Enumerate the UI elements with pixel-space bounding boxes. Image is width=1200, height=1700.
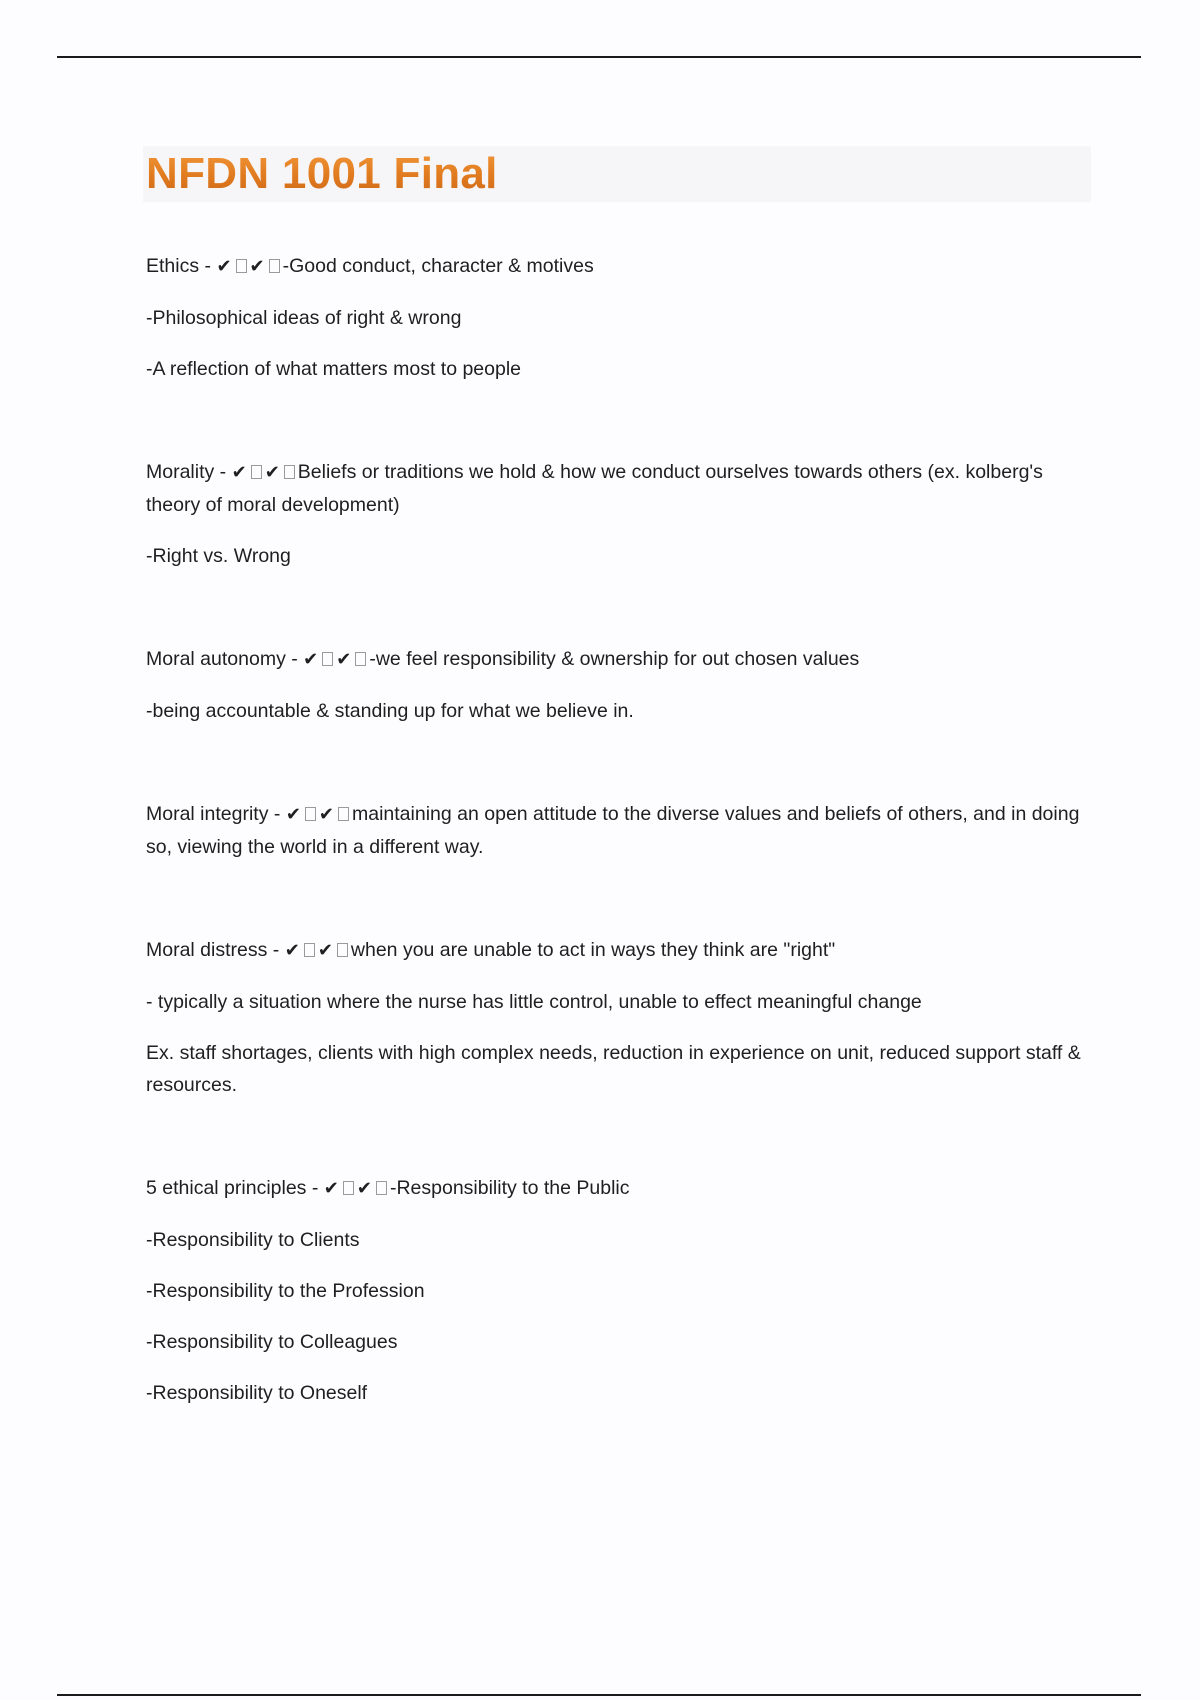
- answer-marker: [286, 803, 352, 825]
- entry-definition: maintaining an open attitude to the diverse values and beliefs of others, and in doing so, viewing the world in a different way.: [146, 803, 1080, 858]
- entry-definition: Beliefs or traditions we hold & how we conduct ourselves towards others (ex. kolberg's theory of moral development): [146, 461, 1043, 516]
- check-icon: ✔: [318, 804, 334, 825]
- page-bottom-rule: [57, 1694, 1141, 1696]
- entry-extra-line: -Philosophical ideas of right & wrong: [146, 307, 462, 329]
- entry-moral-distress: [146, 934, 1096, 1101]
- entry-extra-line: -Responsibility to Colleagues: [146, 1331, 398, 1353]
- check-icon: ✔: [317, 940, 333, 961]
- entry-extra-line: -being accountable & standing up for what we believe in.: [146, 700, 634, 722]
- entry-term: Moral integrity: [146, 803, 269, 825]
- check-icon: ✔: [356, 1178, 372, 1199]
- box-icon: [284, 465, 295, 479]
- box-icon: [251, 465, 262, 479]
- entry-term: 5 ethical principles: [146, 1177, 307, 1199]
- box-icon: [305, 807, 316, 821]
- box-icon: [343, 1181, 354, 1195]
- entry-extra-line: -Responsibility to Clients: [146, 1229, 360, 1251]
- entry-definition-line: Ethics - ✔ ✔ -Good conduct, character & motives: [146, 255, 594, 277]
- box-icon: [355, 652, 366, 666]
- answer-marker: [324, 1177, 390, 1199]
- box-icon: [337, 943, 348, 957]
- answer-marker: [216, 255, 282, 277]
- entry-definition: -Good conduct, character & motives: [282, 255, 594, 277]
- check-icon: ✔: [303, 649, 319, 670]
- check-icon: ✔: [336, 649, 352, 670]
- check-icon: ✔: [285, 804, 301, 825]
- entry-definition-line: Morality - ✔ ✔ Beliefs or traditions we hold & how we conduct ourselves towards others (ex. kolberg's theory of moral development): [146, 461, 1043, 516]
- entry-morality: [146, 456, 1096, 572]
- check-icon: ✔: [284, 940, 300, 961]
- entry-term: Moral distress: [146, 939, 268, 961]
- document-title: NFDN 1001 Final: [146, 146, 498, 202]
- entry-definition-line: Moral autonomy - ✔ ✔ -we feel responsibility & ownership for out chosen values: [146, 648, 860, 670]
- entry-extra-line: -A reflection of what matters most to people: [146, 358, 522, 380]
- entry-definition-line: Moral distress - ✔ ✔ when you are unable to act in ways they think are "right": [146, 939, 836, 961]
- check-icon: ✔: [231, 462, 247, 483]
- entry-definition: when you are unable to act in ways they think are "right": [350, 939, 836, 961]
- entry-extra-line: -Right vs. Wrong: [146, 545, 291, 567]
- entry-definition-line: 5 ethical principles - ✔ ✔ -Responsibility to the Public: [146, 1177, 630, 1199]
- entry-definition: -we feel responsibility & ownership for out chosen values: [369, 648, 860, 670]
- box-icon: [338, 807, 349, 821]
- entry-term: Moral autonomy: [146, 648, 286, 670]
- answer-marker: [303, 648, 369, 670]
- box-icon: [236, 259, 247, 273]
- page-top-rule: [57, 56, 1141, 58]
- entry-extra-line: -Responsibility to the Profession: [146, 1280, 425, 1302]
- entry-5-ethical-principles: [146, 1172, 1096, 1409]
- entry-definition-line: Moral integrity - ✔ ✔ maintaining an open attitude to the diverse values and beliefs of others, and in doing so, viewing the world in a different way.: [146, 803, 1080, 858]
- box-icon: [376, 1181, 387, 1195]
- check-icon: ✔: [264, 462, 280, 483]
- check-icon: ✔: [249, 256, 265, 277]
- entry-definition: -Responsibility to the Public: [389, 1177, 630, 1199]
- box-icon: [322, 652, 333, 666]
- entry-term: Morality: [146, 461, 215, 483]
- box-icon: [304, 943, 315, 957]
- entry-moral-integrity: [146, 798, 1096, 863]
- answer-marker: [232, 461, 298, 483]
- entry-extra-line: -Responsibility to Oneself: [146, 1382, 368, 1404]
- answer-marker: [285, 939, 351, 961]
- entry-term: Ethics: [146, 255, 200, 277]
- check-icon: ✔: [323, 1178, 339, 1199]
- entry-ethics: [146, 250, 1096, 385]
- entry-extra-line: Ex. staff shortages, clients with high complex needs, reduction in experience on unit, reduced support staff & resources.: [146, 1042, 1081, 1096]
- check-icon: ✔: [216, 256, 232, 277]
- box-icon: [269, 259, 280, 273]
- entry-moral-autonomy: [146, 643, 1096, 727]
- entry-extra-line: - typically a situation where the nurse has little control, unable to effect meaningful change: [146, 991, 922, 1013]
- document-body: [146, 250, 1096, 1428]
